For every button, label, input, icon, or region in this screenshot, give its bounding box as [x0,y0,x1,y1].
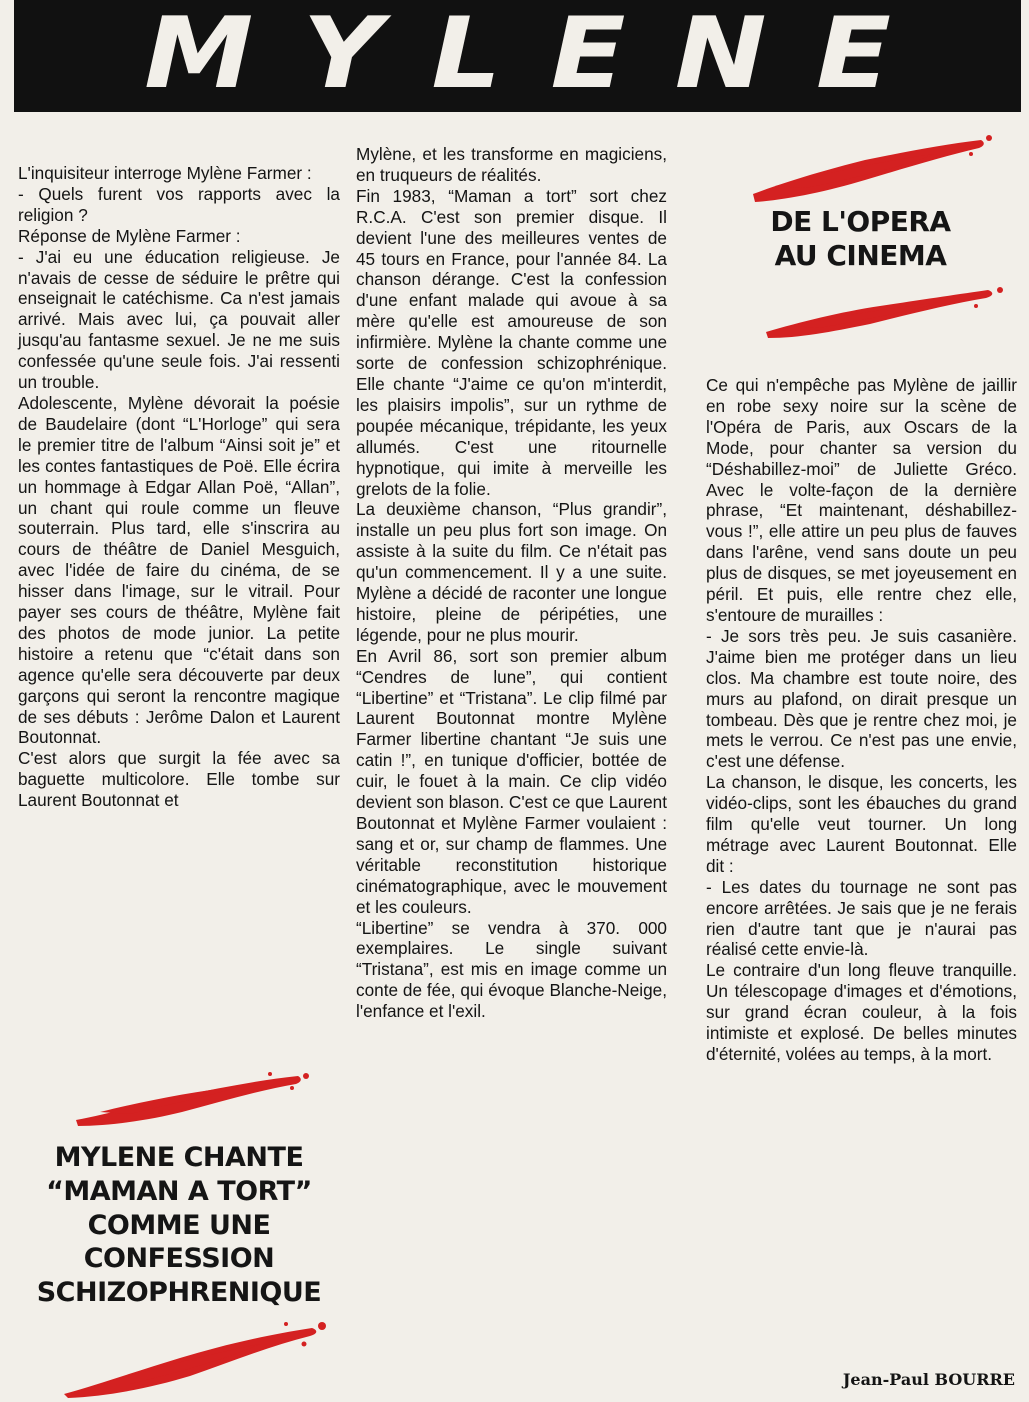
headline-left [18,1141,340,1310]
headline-line: SCHIZOPHRENIQUE [36,1277,322,1309]
paragraph: - Les dates du tournage ne sont pas encore arrêtées. Je sais que je ne ferais rien d'autre tant que je n'aurai pas réalisé cette envie-là. [706,876,1017,960]
paragraph: “Libertine” se vendra à 370. 000 exemplaires. Le single suivant “Tristana”, est mis en image comme un conte de fée, qui évoque Blanche-Neige, l'enfance et l'exil. [356,917,667,1022]
magazine-title: MYLENE [144,0,941,111]
paragraph: La chanson, le disque, les concerts, les vidéo-clips, sont les ébauches du grand film qu'elle veut tourner. Un long métrage avec Laurent Boutonnat. Elle dit : [706,772,1017,876]
headline-line: CONFESSION [83,1243,275,1275]
article-column-left [18,163,340,811]
paragraph: - Je sors très peu. Je suis casanière. J'aime bien me protéger dans un lieu clos. Ma chambre est toute noire, des murs au plafond, on dirait presque un tombeau. Dès que je rentre chez moi, je mets le verrou. Ce n'est pas une envie, c'est une défense. [706,625,1017,772]
title-banner [14,0,1021,112]
paragraph: - Quels furent vos rapports avec la religion ? [18,183,340,225]
paragraph: Mylène, et les transforme en magiciens, en truqueurs de réalités. [356,144,667,185]
headline-line: AU CINEMA [774,239,947,272]
paragraph: Réponse de Mylène Farmer : [18,225,241,246]
article-column-right [706,375,1017,1065]
paragraph: C'est alors que surgit la fée avec sa baguette multicolore. Elle tombe sur Laurent Boutonnat et [18,748,340,811]
headline-line: COMME UNE [87,1209,271,1241]
paragraph: La deuxième chanson, “Plus grandir”, installe un peu plus fort son image. On assiste à la suite du film. Ce n'était pas qu'un commencement. Il y a une suite. Mylène a décidé de raconter une longue histoire, pleine de péripéties, une légende, pour ne plus mourir. [356,499,667,645]
headline-right [748,205,973,273]
paragraph: - J'ai eu une éducation religieuse. Je n'avais de cesse de séduire le prêtre qui enseignait le catéchisme. Ca n'est jamais arrivé. Mais avec lui, ça pouvait aller jusqu'au fantasme sexuel. Je ne me suis confessée qu'une seule fois. J'ai ressenti un trouble. [18,246,340,393]
article-column-middle [356,144,667,1022]
blood-splash-icon [70,1068,310,1128]
headline-line: MYLENE CHANTE [54,1142,304,1173]
paragraph: Fin 1983, “Maman a tort” sort chez R.C.A. C'est son premier disque. Il devient l'une des meilleures ventes de 45 tours en France, pour l'année 84. La chanson dérange. C'est la confession d'une enfant malade qui avoue à sa mère qu'elle est amoureuse de son infirmière. Mylène la chante comme une sorte de confession schizophrénique. Elle chante “J'aime ce qu'on m'interdit, les plaisirs impolis”, sur un rythme de poupée mécanique, trépidante, les yeux allumés. C'est une ritournelle hypnotique, qui imite à merveille les grelots de la folie. [356,185,667,499]
blood-splash-icon [60,1318,330,1398]
paragraph: Adolescente, Mylène dévorait la poésie de Baudelaire (dont “L'Horloge” qui sera le premier titre de l'album “Ainsi soit je” et les contes fantastiques de Poë. Elle écrira un hommage à Edgar Allan Poë, “Allan”, un chant qui roule comme un fleuve souterrain. Plus tard, elle s'inscrira au cours de théâtre de Daniel Mesguich, avec l'idée de faire du cinéma, de se hisser dans l'image, sur le vitrail. Pour payer ses cours de théâtre, Mylène fait des photos de mode junior. La petite histoire a retenu que “c'était dans son agence qu'elle sera découverte par deux garçons qui seront la rencontre magique de ses débuts : Jerôme Dalon et Laurent Boutonnat. [18,392,340,748]
blood-splash-icon [745,132,995,204]
author-byline: Jean-Paul BOURRE [842,1370,1015,1389]
blood-splash-icon [760,276,1010,340]
paragraph: En Avril 86, sort son premier album “Cendres de lune”, qui contient “Libertine” et “Tristana”. Le clip filmé par Laurent Boutonnat montre Mylène Farmer libertine chantant “Je suis une catin !”, en tunique d'officier, bottée de cuir, le fouet à la main. Ce clip vidéo devient son blason. C'est ce que Laurent Boutonnat et Mylène Farmer voulaient : sang et or, sur champ de flammes. Une véritable reconstitution historique cinématographique, avec le mouvement et les couleurs. [356,645,667,917]
paragraph: Ce qui n'empêche pas Mylène de jaillir en robe sexy noire sur la scène de l'Opéra de Paris, aux Oscars de la Mode, pour chanter sa version du “Déshabillez-moi” de Juliette Gréco. Avec le volte-façon de la dernière phrase, “Et maintenant, déshabillez-vous !”, elle attire un peu plus de fauves dans l'arêne, vend sans doute un peu plus de disques, se met joyeusement en péril. Et puis, elle rentre chez elle, s'entoure de murailles : [706,375,1017,625]
paragraph: Le contraire d'un long fleuve tranquille. Un télescopage d'images et d'émotions, sur grand écran couleur, à la fois intimiste et explosé. De belles minutes d'éternité, volées au temps, à la mort. [706,960,1017,1064]
headline-line: “MAMAN A TORT” [46,1175,312,1207]
headline-line: DE L'OPERA [770,205,951,238]
paragraph: L'inquisiteur interroge Mylène Farmer : [18,163,312,183]
